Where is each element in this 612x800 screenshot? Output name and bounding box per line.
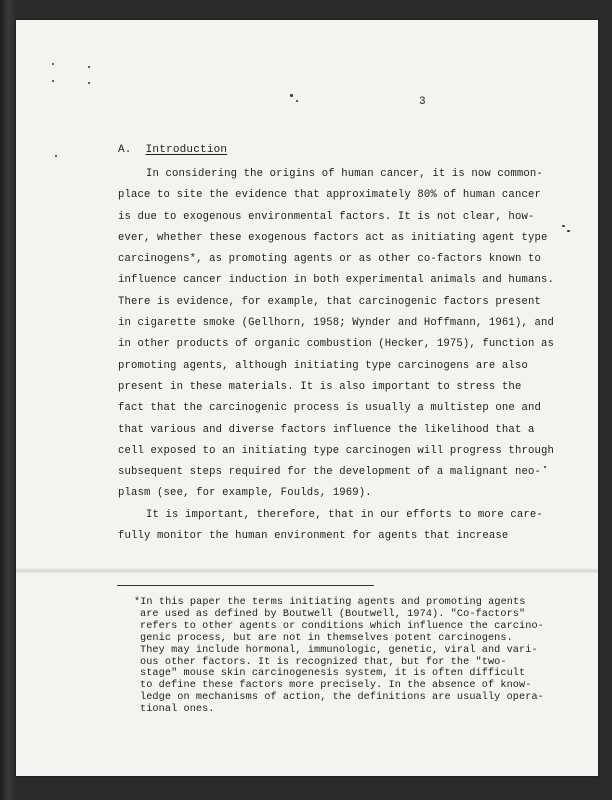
footnote-line: stage" mouse skin carcinogenesis system, it is often difficult [140,668,526,680]
scan-speck [55,155,57,157]
paragraph-line: present in these materials. It is also important to stress the [118,380,522,393]
paragraph-line: in other products of organic combustion (Hecker, 1975), function as [118,338,554,351]
footnote-line: genic process, but are not in themselves potent carcinogens. [140,632,513,644]
page-number: 3 [419,96,426,108]
paragraph-line: is due to exogenous environmental factors. It is not clear, how- [118,210,535,223]
section-label: A. [118,144,132,156]
paper-fold-line [16,568,598,574]
paragraph-line: It is important, therefore, that in our efforts to more care- [146,508,543,521]
paragraph-line: fact that the carcinogenic process is usually a multistep one and [118,402,541,415]
section-title: Introduction [145,144,228,156]
footnote-line: They may include hormonal, immunologic, genetic, viral and vari- [140,644,538,656]
paragraph-line: that various and diverse factors influence the likelihood that a [118,423,535,436]
scan-speck [544,466,546,468]
footnote-line: to define these factors more precisely. In the absence of know- [140,680,532,692]
scan-speck [567,230,570,232]
paragraph-line: In considering the origins of human cancer, it is now common- [146,168,543,180]
paragraph-line: ever, whether these exogenous factors act as initiating agent type [118,231,548,244]
footnote-line: ous other factors. It is recognized that, but for the "two- [140,656,507,668]
footnote-line: tional ones. [140,704,215,716]
scan-speck [52,80,54,82]
footnote [134,597,544,716]
paragraph-line: in cigarette smoke (Gellhorn, 1958; Wynder and Hoffmann, 1961), and [118,317,554,330]
scan-speck [290,94,293,97]
body-text [118,164,554,547]
footnote-separator [117,585,374,586]
paragraph-line: place to site the evidence that approximately 80% of human cancer [118,189,541,202]
paragraph-line: There is evidence, for example, that carcinogenic factors present [118,295,541,308]
paragraph-line: subsequent steps required for the development of a malignant neo- [118,466,541,479]
paragraph-line: carcinogens*, as promoting agents or as other co-factors known to [118,253,541,266]
scan-speck [562,225,565,227]
paragraph-line: fully monitor the human environment for agents that increase [118,530,509,543]
footnote-line: *In this paper the terms initiating agents and promoting agents [134,597,526,608]
scan-speck [88,66,90,68]
footnote-line: are used as defined by Boutwell (Boutwell, 1974). "Co-factors" [140,608,526,620]
scan-speck [52,63,54,65]
section-heading [118,144,227,156]
footnote-line: ledge on mechanisms of action, the definitions are usually opera- [140,692,544,704]
paragraph-line: influence cancer induction in both experimental animals and humans. [118,274,554,287]
footnote-line: refers to other agents or conditions which influence the carcino- [140,620,544,632]
paragraph-line: cell exposed to an initiating type carcinogen will progress through [118,444,554,457]
paragraph-line: plasm (see, for example, Foulds, 1969). [118,487,372,500]
scan-speck [296,100,298,102]
scan-speck [88,82,90,84]
paragraph-line: promoting agents, although initiating type carcinogens are also [118,359,528,372]
